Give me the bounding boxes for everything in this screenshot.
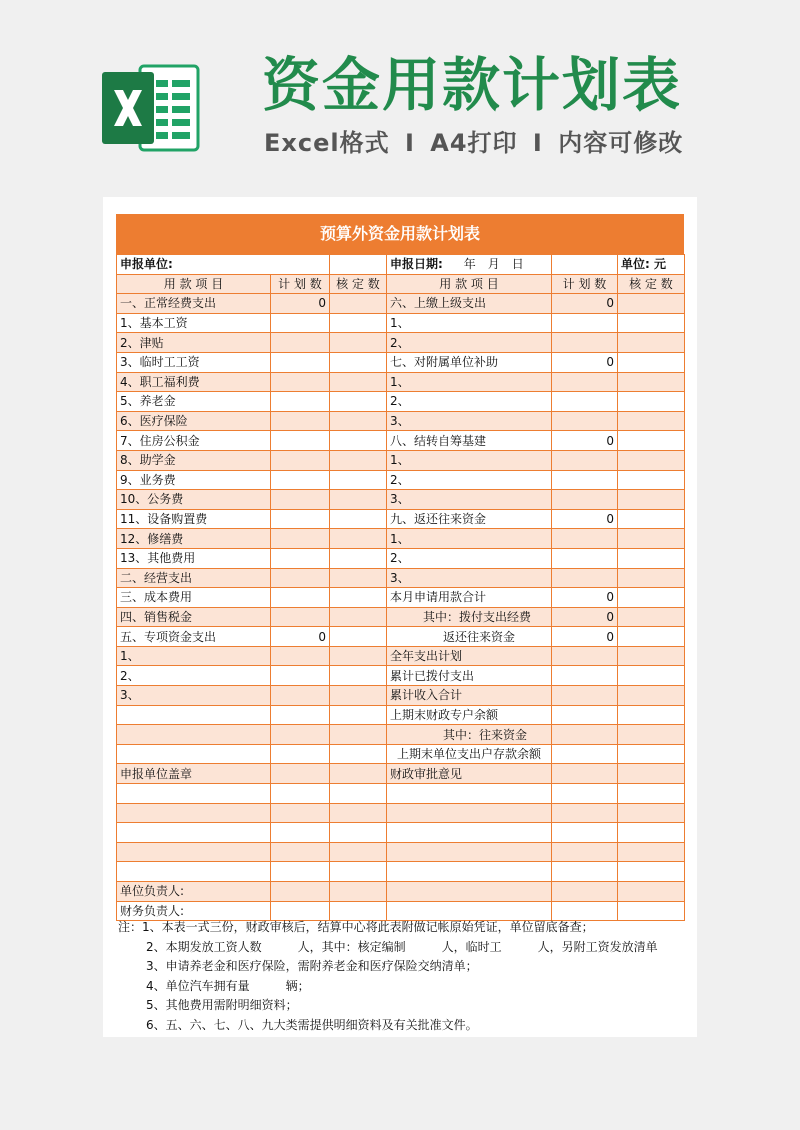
table-row (117, 470, 685, 490)
table-cell[interactable]: 1、基本工资 (117, 313, 271, 333)
table-cell[interactable] (618, 548, 685, 568)
table-cell[interactable] (552, 411, 618, 431)
table-cell[interactable]: 2、 (387, 392, 552, 412)
note-line: 2、本期发放工资人数 人，其中：核定编制 人，临时工 人，另附工资发放清单 (146, 939, 658, 954)
table-row (117, 392, 685, 412)
table-cell[interactable]: 2、 (387, 470, 552, 490)
table-cell[interactable] (618, 352, 685, 372)
table-row (117, 764, 685, 784)
table-cell[interactable] (117, 784, 271, 804)
page-subtitle (264, 126, 683, 160)
table-row (117, 372, 685, 392)
table-cell[interactable] (387, 882, 552, 902)
table-cell[interactable] (387, 803, 552, 823)
table-cell[interactable] (618, 411, 685, 431)
table-cell[interactable]: 2、津贴 (117, 333, 271, 353)
table-cell[interactable] (387, 784, 552, 804)
note-line: 5、其他费用需附明细资料； (146, 998, 298, 1013)
table-cell[interactable] (618, 744, 685, 764)
table-cell[interactable]: 本月申请用款合计 (387, 588, 552, 608)
table-cell[interactable] (330, 470, 387, 490)
table-cell[interactable] (330, 646, 387, 666)
table-cell[interactable] (618, 294, 685, 314)
table-row (117, 862, 685, 882)
table-cell[interactable]: 1、 (117, 646, 271, 666)
table-cell[interactable] (271, 529, 330, 549)
sheet-title: 预算外资金用款计划表 (116, 214, 684, 254)
table-cell[interactable]: 六、上缴上级支出 (387, 294, 552, 314)
table-cell[interactable]: 0 (552, 607, 618, 627)
note-line: 3、申请养老金和医疗保险，需附养老金和医疗保险交纳清单； (146, 959, 478, 974)
table-cell[interactable] (552, 705, 618, 725)
note-line: 4、单位汽车拥有量 辆； (146, 978, 310, 993)
budget-table (116, 254, 685, 921)
table-row (117, 568, 685, 588)
table-cell[interactable]: 其中：往来资金 (387, 725, 552, 745)
table-cell[interactable]: 全年支出计划 (387, 646, 552, 666)
table-cell[interactable] (330, 862, 387, 882)
col-header-item: 用 款 项 目 (387, 274, 552, 294)
table-cell[interactable] (387, 842, 552, 862)
table-cell[interactable]: 5、养老金 (117, 392, 271, 412)
table-cell[interactable]: 财政审批意见 (387, 764, 552, 784)
table-cell[interactable]: 1、 (387, 313, 552, 333)
table-cell[interactable] (330, 529, 387, 549)
table-cell[interactable] (618, 627, 685, 647)
table-cell[interactable]: 6、医疗保险 (117, 411, 271, 431)
table-cell[interactable] (271, 784, 330, 804)
table-cell[interactable] (618, 823, 685, 843)
notes (118, 918, 694, 1036)
table-cell[interactable] (271, 509, 330, 529)
table-row (117, 607, 685, 627)
table-cell[interactable] (271, 823, 330, 843)
subtitle-print: A4打印 (430, 129, 518, 157)
table-cell[interactable] (330, 823, 387, 843)
table-row (117, 313, 685, 333)
table-cell[interactable] (330, 588, 387, 608)
table-cell[interactable] (552, 784, 618, 804)
table-cell[interactable]: 13、其他费用 (117, 548, 271, 568)
table-row (117, 588, 685, 608)
unit-label: 单位: 元 (618, 255, 685, 275)
table-cell[interactable] (552, 529, 618, 549)
table-cell[interactable] (271, 313, 330, 333)
table-cell[interactable]: 2、 (117, 666, 271, 686)
table-cell[interactable] (552, 392, 618, 412)
info-row (117, 255, 685, 275)
page-title: 资金用款计划表 (262, 51, 683, 119)
table-row (117, 666, 685, 686)
table-cell[interactable]: 返还往来资金 (387, 627, 552, 647)
table-cell[interactable] (552, 313, 618, 333)
table-cell[interactable] (618, 450, 685, 470)
table-cell[interactable] (271, 333, 330, 353)
subtitle-separator: I (532, 129, 543, 157)
table-row (117, 823, 685, 843)
table-row (117, 784, 685, 804)
table-row (117, 529, 685, 549)
table-cell[interactable] (330, 627, 387, 647)
table-cell[interactable] (618, 568, 685, 588)
table-cell[interactable] (618, 784, 685, 804)
table-cell[interactable] (271, 588, 330, 608)
table-cell[interactable]: 上期末单位支出户存款余额 (387, 744, 552, 764)
table-cell[interactable] (618, 431, 685, 451)
table-cell[interactable]: 0 (552, 588, 618, 608)
table-cell[interactable]: 九、返还往来资金 (387, 509, 552, 529)
table-cell[interactable] (618, 725, 685, 745)
col-header-plan: 计 划 数 (552, 274, 618, 294)
table-cell[interactable] (330, 882, 387, 902)
table-row (117, 725, 685, 745)
table-cell[interactable] (552, 470, 618, 490)
table-cell[interactable] (271, 764, 330, 784)
table-cell[interactable]: 0 (271, 627, 330, 647)
table-cell[interactable] (271, 882, 330, 902)
table-cell[interactable] (117, 842, 271, 862)
table-row (117, 882, 685, 902)
table-row (117, 431, 685, 451)
table-cell[interactable] (618, 470, 685, 490)
table-cell[interactable] (117, 823, 271, 843)
table-cell[interactable] (330, 842, 387, 862)
table-cell[interactable] (271, 744, 330, 764)
table-row (117, 842, 685, 862)
table-cell[interactable]: 上期末财政专户余额 (387, 705, 552, 725)
table-cell[interactable] (618, 333, 685, 353)
table-cell[interactable] (618, 764, 685, 784)
table-cell[interactable] (552, 862, 618, 882)
table-cell[interactable] (552, 764, 618, 784)
table-row (117, 803, 685, 823)
table-cell[interactable] (330, 666, 387, 686)
table-row (117, 705, 685, 725)
table-cell[interactable]: 一、正常经费支出 (117, 294, 271, 314)
table-cell[interactable] (330, 548, 387, 568)
table-cell[interactable]: 累计收入合计 (387, 686, 552, 706)
table-cell[interactable] (330, 333, 387, 353)
table-cell[interactable] (552, 490, 618, 510)
table-cell[interactable] (271, 646, 330, 666)
table-cell[interactable] (117, 862, 271, 882)
table-cell[interactable] (271, 450, 330, 470)
table-cell[interactable]: 7、住房公积金 (117, 431, 271, 451)
table-cell[interactable] (271, 803, 330, 823)
table-cell[interactable] (387, 862, 552, 882)
col-header-plan: 计 划 数 (271, 274, 330, 294)
table-cell[interactable] (117, 705, 271, 725)
table-cell[interactable] (618, 862, 685, 882)
table-cell[interactable] (271, 411, 330, 431)
table-cell[interactable] (330, 294, 387, 314)
table-cell[interactable] (618, 588, 685, 608)
table-cell[interactable] (618, 607, 685, 627)
table-row (117, 294, 685, 314)
table-cell[interactable] (552, 333, 618, 353)
table-cell[interactable] (117, 725, 271, 745)
table-cell[interactable] (618, 372, 685, 392)
date-parts: 年 月 日 (463, 257, 524, 272)
table-row (117, 352, 685, 372)
table-cell[interactable]: 0 (552, 352, 618, 372)
table-cell[interactable] (330, 568, 387, 588)
table-cell[interactable]: 1、 (387, 529, 552, 549)
table-cell[interactable] (618, 313, 685, 333)
table-cell[interactable]: 0 (552, 627, 618, 647)
table-cell[interactable] (271, 842, 330, 862)
table-cell[interactable] (552, 842, 618, 862)
table-cell[interactable] (552, 823, 618, 843)
table-cell[interactable] (552, 372, 618, 392)
table-cell[interactable]: 单位负责人: (117, 882, 271, 902)
table-cell[interactable] (618, 842, 685, 862)
table-cell[interactable]: 4、职工福利费 (117, 372, 271, 392)
table-cell[interactable] (271, 352, 330, 372)
table-cell[interactable] (330, 450, 387, 470)
table-cell[interactable] (271, 568, 330, 588)
table-cell[interactable] (271, 666, 330, 686)
table-cell[interactable] (387, 823, 552, 843)
table-cell[interactable] (552, 882, 618, 902)
table-cell[interactable] (271, 392, 330, 412)
table-cell[interactable] (271, 490, 330, 510)
table-cell[interactable]: 0 (552, 294, 618, 314)
table-cell[interactable] (552, 255, 618, 275)
table-cell[interactable] (271, 862, 330, 882)
excel-logo-icon (100, 62, 200, 154)
table-cell[interactable] (330, 725, 387, 745)
table-cell[interactable] (618, 646, 685, 666)
table-cell[interactable] (618, 666, 685, 686)
table-cell[interactable]: 0 (552, 509, 618, 529)
table-cell[interactable] (552, 803, 618, 823)
table-cell[interactable] (330, 372, 387, 392)
table-cell[interactable] (330, 490, 387, 510)
table-row (117, 686, 685, 706)
note-line: 6、五、六、七、八、九大类需提供明细资料及有关批准文件。 (146, 1017, 478, 1032)
table-cell[interactable] (552, 725, 618, 745)
col-header-approved: 核 定 数 (330, 274, 387, 294)
table-cell[interactable] (117, 744, 271, 764)
table-cell[interactable]: 2、 (387, 548, 552, 568)
table-cell[interactable]: 三、成本费用 (117, 588, 271, 608)
table-cell[interactable] (330, 411, 387, 431)
table-cell[interactable]: 2、 (387, 333, 552, 353)
table-cell[interactable]: 四、销售税金 (117, 607, 271, 627)
table-cell[interactable] (330, 784, 387, 804)
table-cell[interactable] (552, 646, 618, 666)
table-cell[interactable]: 9、业务费 (117, 470, 271, 490)
table-cell[interactable]: 八、结转自筹基建 (387, 431, 552, 451)
table-cell[interactable] (618, 803, 685, 823)
table-cell[interactable] (271, 607, 330, 627)
table-row (117, 509, 685, 529)
table-cell[interactable] (117, 803, 271, 823)
table-cell[interactable] (330, 803, 387, 823)
table-cell[interactable] (271, 548, 330, 568)
table-cell[interactable] (330, 392, 387, 412)
table-cell[interactable]: 3、 (387, 411, 552, 431)
table-cell[interactable] (330, 764, 387, 784)
table-cell[interactable] (271, 686, 330, 706)
column-header-row (117, 274, 685, 294)
table-cell[interactable] (330, 509, 387, 529)
table-cell[interactable] (552, 568, 618, 588)
table-cell[interactable]: 11、设备购置费 (117, 509, 271, 529)
table-row (117, 450, 685, 470)
col-header-item: 用 款 项 目 (117, 274, 271, 294)
table-row (117, 548, 685, 568)
table-cell[interactable] (330, 352, 387, 372)
table-cell[interactable] (552, 548, 618, 568)
table-row (117, 490, 685, 510)
table-cell[interactable] (552, 686, 618, 706)
table-cell[interactable] (271, 725, 330, 745)
table-cell[interactable] (618, 490, 685, 510)
note-line: 注：1、本表一式三份，财政审核后，结算中心将此表附做记帐原始凭证，单位留底备查； (118, 920, 594, 934)
table-cell[interactable]: 0 (552, 431, 618, 451)
table-cell[interactable]: 财务负责人: (117, 901, 271, 921)
table-cell[interactable] (552, 744, 618, 764)
table-cell[interactable]: 3、临时工工资 (117, 352, 271, 372)
table-row (117, 646, 685, 666)
date-label: 申报日期: (390, 257, 443, 272)
report-date (387, 255, 552, 275)
table-cell[interactable]: 12、修缮费 (117, 529, 271, 549)
table-cell[interactable] (618, 686, 685, 706)
table-row (117, 744, 685, 764)
table-cell[interactable]: 0 (271, 294, 330, 314)
table-cell[interactable]: 3、 (387, 568, 552, 588)
subtitle-separator: I (404, 129, 415, 157)
table-row (117, 627, 685, 647)
table-cell[interactable]: 累计已拨付支出 (387, 666, 552, 686)
table-cell[interactable] (330, 431, 387, 451)
table-cell[interactable]: 10、公务费 (117, 490, 271, 510)
table-row (117, 411, 685, 431)
table-cell[interactable] (552, 450, 618, 470)
table-cell[interactable] (330, 744, 387, 764)
applicant-label: 申报单位: (117, 255, 330, 275)
col-header-approved: 核 定 数 (618, 274, 685, 294)
table-cell[interactable] (330, 705, 387, 725)
table-cell[interactable]: 8、助学金 (117, 450, 271, 470)
table-cell[interactable] (330, 686, 387, 706)
table-cell[interactable] (618, 882, 685, 902)
table-cell[interactable] (330, 313, 387, 333)
table-cell[interactable] (618, 529, 685, 549)
table-cell[interactable]: 1、 (387, 372, 552, 392)
subtitle-editable: 内容可修改 (558, 129, 684, 157)
table-cell[interactable] (271, 705, 330, 725)
table-cell[interactable] (271, 431, 330, 451)
subtitle-format: Excel格式 (264, 129, 390, 157)
table-cell[interactable]: 3、 (117, 686, 271, 706)
table-row (117, 333, 685, 353)
table-cell[interactable] (552, 666, 618, 686)
table-cell[interactable] (618, 705, 685, 725)
table-cell[interactable]: 二、经营支出 (117, 568, 271, 588)
table-cell[interactable] (618, 392, 685, 412)
table-cell[interactable] (618, 509, 685, 529)
table-cell[interactable]: 1、 (387, 450, 552, 470)
table-cell[interactable]: 七、对附属单位补助 (387, 352, 552, 372)
table-cell[interactable]: 3、 (387, 490, 552, 510)
table-cell[interactable] (330, 255, 387, 275)
table-cell[interactable]: 申报单位盖章 (117, 764, 271, 784)
table-cell[interactable] (330, 607, 387, 627)
table-cell[interactable] (271, 372, 330, 392)
table-cell[interactable]: 其中：拨付支出经费 (387, 607, 552, 627)
table-cell[interactable] (271, 470, 330, 490)
table-cell[interactable]: 五、专项资金支出 (117, 627, 271, 647)
